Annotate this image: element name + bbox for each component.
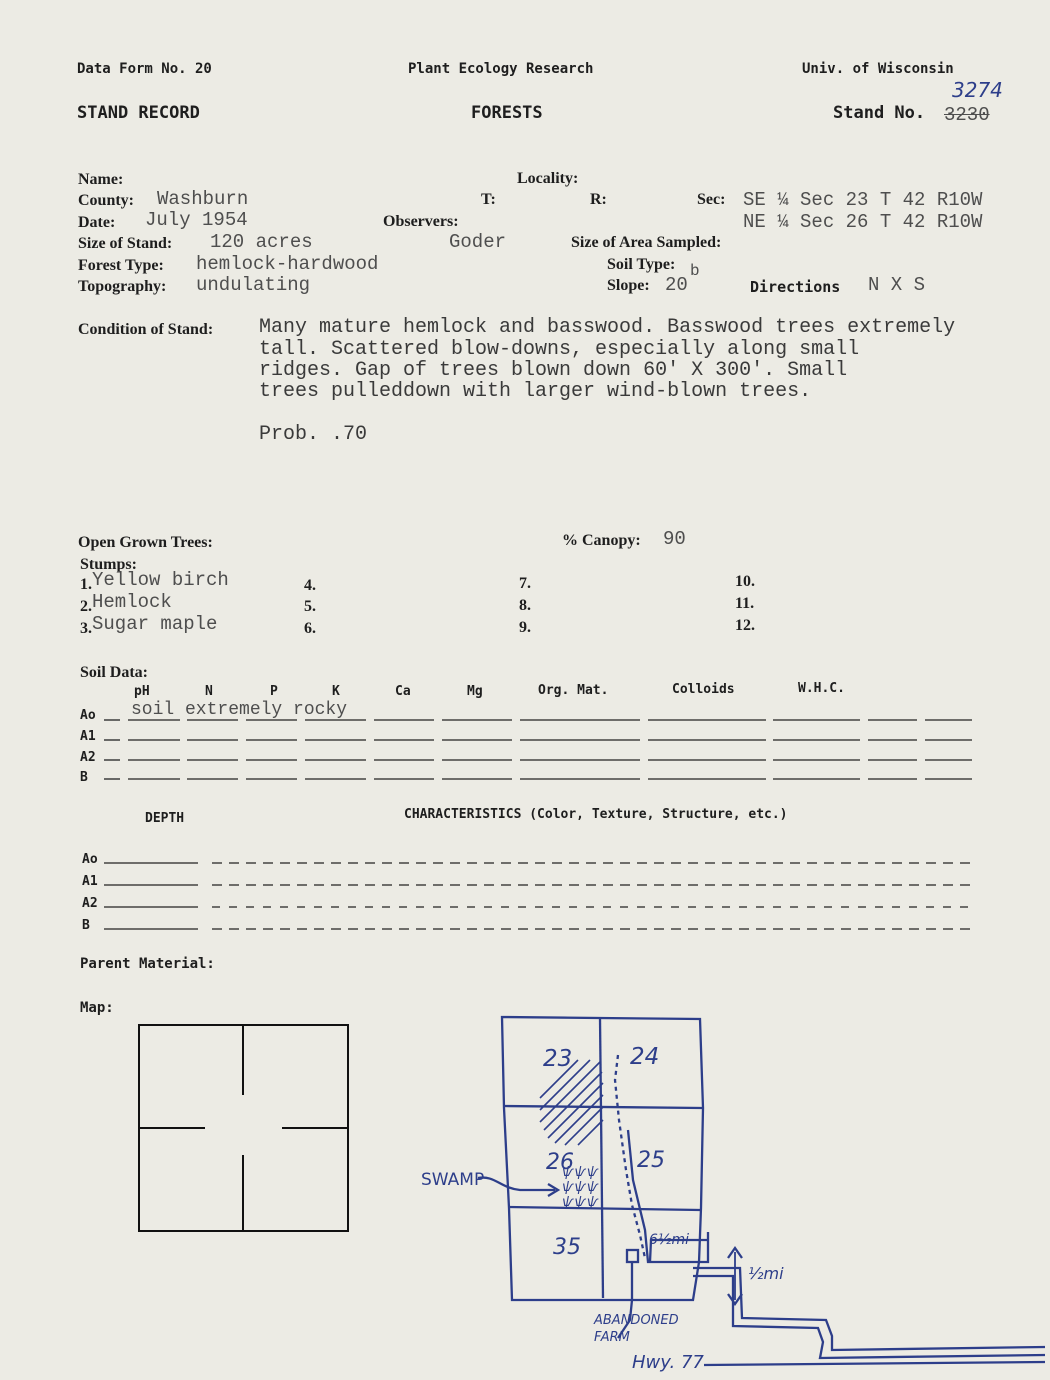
r-label: R: bbox=[590, 191, 607, 208]
size-value: 120 acres bbox=[210, 231, 313, 253]
stump-species-2: Hemlock bbox=[92, 591, 172, 613]
section-label-25: 25 bbox=[637, 1148, 665, 1173]
stump-number-3: 3. bbox=[80, 620, 92, 637]
tree-number-10: 10. bbox=[735, 573, 755, 590]
topography-value: undulating bbox=[196, 274, 311, 296]
farm-label-2: FARM bbox=[594, 1330, 630, 1345]
area-sampled-label: Size of Area Sampled: bbox=[571, 234, 722, 251]
category-title: FORESTS bbox=[471, 103, 543, 123]
col-colloids: Colloids bbox=[672, 682, 735, 697]
col-mg: Mg bbox=[467, 684, 483, 699]
depth-row-a1: A1 bbox=[82, 874, 98, 889]
tree-number-7: 7. bbox=[519, 575, 531, 592]
county-value: Washburn bbox=[157, 188, 249, 210]
section-label-23: 23 bbox=[543, 1046, 573, 1072]
probability: Prob. .70 bbox=[259, 423, 368, 446]
stand-number-handwritten: 3274 bbox=[952, 78, 1003, 102]
directions-value: N X S bbox=[868, 274, 926, 296]
slope-value: 20 bbox=[665, 274, 688, 296]
stump-number-2: 2. bbox=[80, 598, 92, 615]
size-label: Size of Stand: bbox=[78, 235, 173, 252]
open-grown-trees-label: Open Grown Trees: bbox=[78, 534, 213, 551]
sec-label: Sec: bbox=[697, 191, 726, 208]
soil-note: soil extremely rocky bbox=[131, 700, 348, 720]
section-label-24: 24 bbox=[630, 1044, 660, 1070]
stump-number-1: 1. bbox=[80, 576, 92, 593]
stump-species-3: Sugar maple bbox=[92, 613, 218, 635]
stand-number-crossed: 3230 bbox=[944, 104, 990, 126]
highway-label: Hwy. 77 bbox=[632, 1352, 704, 1373]
date-value: July 1954 bbox=[145, 209, 248, 231]
col-n: N bbox=[205, 684, 213, 699]
characteristics-label: CHARACTERISTICS (Color, Texture, Structure, etc.) bbox=[404, 807, 788, 822]
farm-label-1: ABANDONED bbox=[594, 1313, 679, 1328]
col-whc: W.H.C. bbox=[798, 681, 845, 696]
condition-line-2: tall. Scattered blow-downs, especially along small bbox=[259, 338, 860, 361]
tree-number-4: 4. bbox=[304, 577, 316, 594]
col-k: K bbox=[332, 684, 340, 699]
soil-type-label: Soil Type: bbox=[607, 256, 676, 273]
topography-label: Topography: bbox=[78, 278, 167, 295]
condition-line-1: Many mature hemlock and basswood. Basswood trees extremely bbox=[259, 316, 956, 339]
map-label: Map: bbox=[80, 1000, 114, 1016]
soil-row-b: B bbox=[80, 770, 88, 785]
depth-lines bbox=[104, 863, 972, 929]
forest-type-label: Forest Type: bbox=[78, 257, 164, 274]
stumps-label: Stumps: bbox=[80, 556, 137, 573]
canopy-label: % Canopy: bbox=[562, 532, 641, 549]
stump-species-1: Yellow birch bbox=[92, 569, 229, 591]
section-line-1: SE ¼ Sec 23 T 42 R10W bbox=[743, 189, 983, 211]
county-label: County: bbox=[78, 192, 135, 209]
depth-row-a2: A2 bbox=[82, 896, 98, 911]
depth-row-b: B bbox=[82, 918, 90, 933]
section-label-26: 26 bbox=[546, 1150, 574, 1175]
section-line-2: NE ¼ Sec 26 T 42 R10W bbox=[743, 211, 983, 233]
blank-map-grid bbox=[139, 1025, 348, 1231]
canopy-value: 90 bbox=[663, 528, 686, 550]
distance-label-1: 6½mi bbox=[649, 1232, 690, 1248]
name-label: Name: bbox=[78, 171, 124, 188]
swamp-symbols: ѱѱѱ ѱѱѱ ѱѱѱ bbox=[562, 1165, 600, 1210]
organization: Plant Ecology Research bbox=[408, 61, 594, 77]
soil-type-value: b bbox=[690, 262, 700, 280]
parent-material-label: Parent Material: bbox=[80, 956, 215, 972]
date-label: Date: bbox=[78, 214, 116, 231]
hatched-stand-area bbox=[540, 1060, 603, 1145]
directions-label: Directions bbox=[750, 278, 841, 296]
soil-row-ao: Ao bbox=[80, 708, 96, 723]
condition-line-4: trees pulleddown with larger wind-blown trees. bbox=[259, 380, 812, 403]
col-ph: pH bbox=[134, 684, 150, 699]
observer-value: Goder bbox=[449, 231, 507, 253]
soil-data-lines bbox=[104, 720, 972, 779]
soil-row-a1: A1 bbox=[80, 729, 96, 744]
col-p: P bbox=[270, 684, 278, 699]
soil-data-label: Soil Data: bbox=[80, 664, 148, 681]
observers-label: Observers: bbox=[383, 213, 459, 230]
locality-label: Locality: bbox=[517, 170, 579, 187]
tree-number-8: 8. bbox=[519, 597, 531, 614]
condition-label: Condition of Stand: bbox=[78, 321, 214, 338]
record-title: STAND RECORD bbox=[77, 103, 200, 123]
col-ca: Ca bbox=[395, 684, 411, 699]
tree-number-12: 12. bbox=[735, 617, 755, 634]
tree-number-5: 5. bbox=[304, 598, 316, 615]
form-number: Data Form No. 20 bbox=[77, 61, 212, 77]
depth-row-ao: Ao bbox=[82, 852, 98, 867]
distance-label-2: ½mi bbox=[748, 1264, 784, 1283]
depth-label: DEPTH bbox=[145, 811, 185, 826]
university: Univ. of Wisconsin bbox=[802, 61, 954, 77]
stand-number-label: Stand No. bbox=[833, 103, 926, 123]
t-label: T: bbox=[481, 191, 496, 208]
tree-number-11: 11. bbox=[735, 595, 755, 612]
condition-line-3: ridges. Gap of trees blown down 60' X 300'. Small bbox=[259, 359, 848, 382]
swamp-label: SWAMP bbox=[421, 1170, 485, 1190]
soil-row-a2: A2 bbox=[80, 750, 96, 765]
tree-number-9: 9. bbox=[519, 619, 531, 636]
col-org-mat: Org. Mat. bbox=[538, 683, 609, 698]
section-label-35: 35 bbox=[553, 1235, 581, 1260]
tree-number-6: 6. bbox=[304, 620, 316, 637]
slope-label: Slope: bbox=[607, 277, 650, 294]
forest-type-value: hemlock-hardwood bbox=[196, 253, 379, 275]
